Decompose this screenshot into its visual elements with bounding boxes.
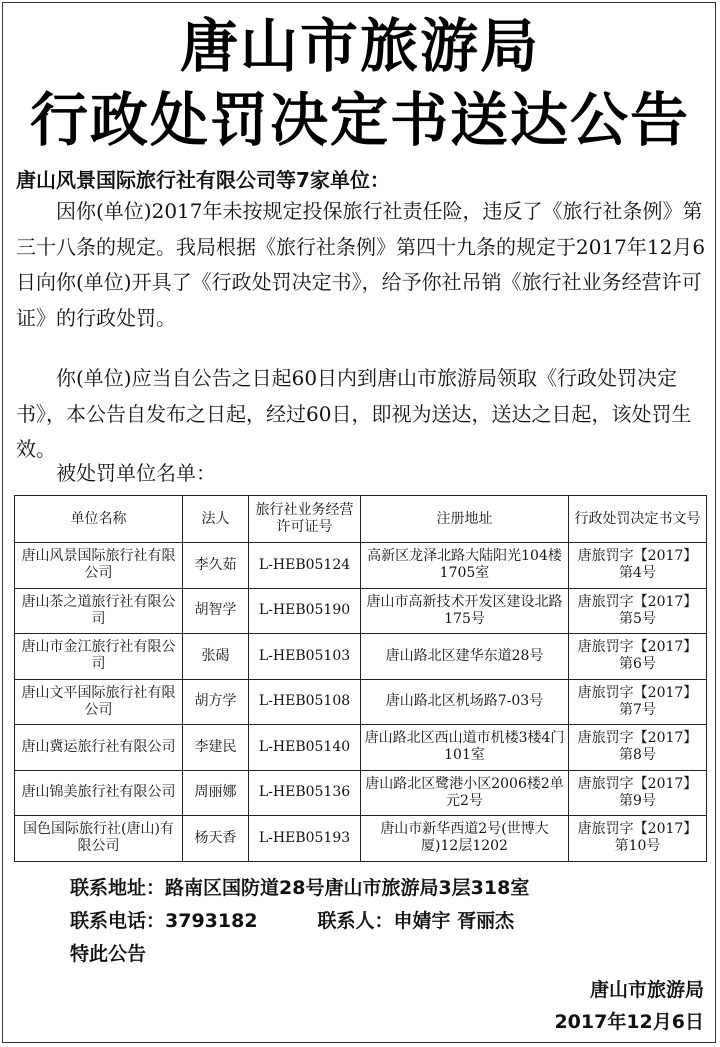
cell-decision-no: 唐旅罚字【2017】第4号 [569, 543, 707, 589]
contact-line [70, 907, 514, 935]
cell-decision-no: 唐旅罚字【2017】第9号 [569, 770, 707, 816]
cell-license-no: L-HEB05108 [249, 679, 361, 725]
cell-unit-name: 国色国际旅行社(唐山)有限公司 [15, 816, 183, 862]
cell-address: 唐山路北区西山道市机楼3楼4门101室 [361, 725, 569, 771]
closing-text: 特此公告 [70, 943, 147, 965]
cell-legal-rep: 张碣 [183, 634, 249, 680]
cell-legal-rep: 周丽娜 [183, 770, 249, 816]
cell-legal-rep: 胡方学 [183, 679, 249, 725]
header-license-no: 旅行社业务经营许可证号 [249, 496, 361, 543]
table-row [15, 725, 707, 771]
penalized-units-table [14, 495, 707, 862]
cell-unit-name: 唐山锦美旅行社有限公司 [15, 770, 183, 816]
cell-address: 高新区龙泽北路大陆阳光104楼1705室 [361, 543, 569, 589]
issuer-signature: 唐山市旅游局 [589, 979, 704, 1001]
cell-unit-name: 唐山风景国际旅行社有限公司 [15, 543, 183, 589]
addressee: 唐山风景国际旅行社有限公司等7家单位： [16, 168, 390, 192]
notice-title-line2: 行政处罚决定书送达公告 [29, 86, 690, 154]
cell-address: 唐山路北区机场路7-03号 [361, 679, 569, 725]
cell-decision-no: 唐旅罚字【2017】第6号 [569, 634, 707, 680]
cell-legal-rep: 李久茹 [183, 543, 249, 589]
table-row [15, 634, 707, 680]
cell-decision-no: 唐旅罚字【2017】第10号 [569, 816, 707, 862]
body-paragraph-1: 因你(单位)2017年未按规定投保旅行社责任险，违反了《旅行社条例》第三十八条的规定。我局根据《旅行社条例》第四十九条的规定于2017年12月6日向你(单位)开具了《行政处罚决定书》，给予你社吊销《旅行社业务经营许可证》的行政处罚。 [16, 199, 706, 330]
contact-phone: 联系电话：3793182 [70, 910, 258, 932]
cell-legal-rep: 杨天香 [183, 816, 249, 862]
cell-decision-no: 唐旅罚字【2017】第8号 [569, 725, 707, 771]
cell-address: 唐山市高新技术开发区建设北路175号 [361, 588, 569, 634]
cell-address: 唐山市新华西道2号(世博大厦)12层1202 [361, 816, 569, 862]
cell-legal-rep: 胡智学 [183, 588, 249, 634]
table-row [15, 588, 707, 634]
header-legal-rep: 法人 [183, 496, 249, 543]
cell-decision-no: 唐旅罚字【2017】第7号 [569, 679, 707, 725]
header-unit-name: 单位名称 [15, 496, 183, 543]
cell-license-no: L-HEB05190 [249, 588, 361, 634]
body-paragraph-2: 你(单位)应当自公告之日起60日内到唐山市旅游局领取《行政处罚决定书》，本公告自发布之日起，经过60日，即视为送达，送达之日起，该处罚生效。 [16, 366, 692, 461]
table-row [15, 816, 707, 862]
cell-license-no: L-HEB05124 [249, 543, 361, 589]
cell-license-no: L-HEB05193 [249, 816, 361, 862]
cell-legal-rep: 李建民 [183, 725, 249, 771]
list-heading: 被处罚单位名单： [56, 461, 216, 485]
notice-title-line1: 唐山市旅游局 [179, 12, 540, 80]
cell-decision-no: 唐旅罚字【2017】第5号 [569, 588, 707, 634]
table-row [15, 543, 707, 589]
cell-license-no: L-HEB05136 [249, 770, 361, 816]
contact-person: 联系人：申婧宇 胥丽杰 [317, 910, 515, 932]
contact-address: 联系地址：路南区国防道28号唐山市旅游局3层318室 [70, 877, 530, 899]
cell-unit-name: 唐山市金江旅行社有限公司 [15, 634, 183, 680]
cell-address: 唐山路北区建华东道28号 [361, 634, 569, 680]
header-address: 注册地址 [361, 496, 569, 543]
table-row [15, 770, 707, 816]
issue-date: 2017年12月6日 [554, 1011, 704, 1033]
cell-unit-name: 唐山茶之道旅行社有限公司 [15, 588, 183, 634]
cell-unit-name: 唐山冀运旅行社有限公司 [15, 725, 183, 771]
header-decision-no: 行政处罚决定书文号 [569, 496, 707, 543]
cell-license-no: L-HEB05140 [249, 725, 361, 771]
table-row [15, 679, 707, 725]
cell-license-no: L-HEB05103 [249, 634, 361, 680]
cell-unit-name: 唐山文平国际旅行社有限公司 [15, 679, 183, 725]
table-header-row [15, 496, 707, 543]
cell-address: 唐山路北区鹭港小区2006楼2单元2号 [361, 770, 569, 816]
